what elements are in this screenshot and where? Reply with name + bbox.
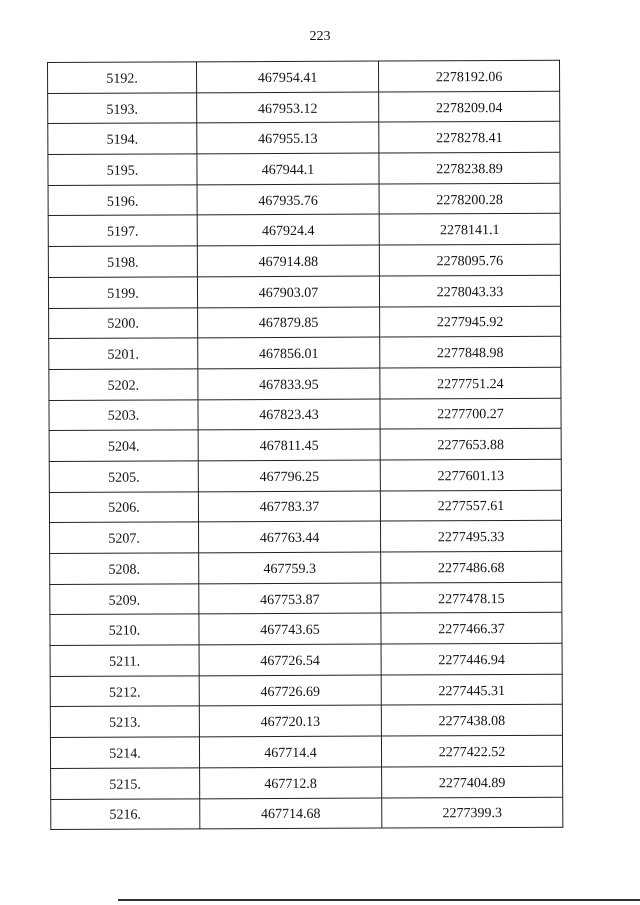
point-number-cell (49, 399, 198, 430)
x-coordinate-cell-text: 467743.65 (260, 623, 320, 639)
x-coordinate-cell (197, 153, 379, 184)
x-coordinate-cell-text: 467944.1 (261, 162, 315, 178)
x-coordinate-cell (199, 521, 381, 552)
point-number-cell-text: 5216. (109, 807, 142, 824)
x-coordinate-cell-text: 467753.87 (260, 592, 320, 608)
coordinate-table-container (47, 60, 562, 830)
y-coordinate-cell (382, 797, 563, 828)
y-coordinate-cell (381, 551, 562, 582)
x-coordinate-cell-text: 467712.8 (264, 776, 317, 792)
point-number-cell (49, 338, 198, 369)
point-number-cell-text: 5192. (106, 71, 138, 87)
x-coordinate-cell (200, 798, 382, 829)
y-coordinate-cell-text: 2277486.68 (437, 560, 505, 577)
x-coordinate-cell-text: 467953.12 (257, 101, 318, 117)
table-row (48, 275, 560, 308)
y-coordinate-cell (379, 275, 560, 306)
x-coordinate-cell-text: 467833.95 (259, 377, 319, 393)
y-coordinate-cell (381, 521, 562, 552)
y-coordinate-cell (379, 122, 560, 153)
x-coordinate-cell (197, 214, 379, 245)
y-coordinate-cell-text: 2277751.24 (437, 376, 504, 393)
point-number-cell (48, 93, 197, 124)
y-coordinate-cell-text: 2277700.27 (437, 407, 504, 423)
table-row (49, 429, 561, 462)
point-number-cell-text: 5207. (108, 531, 140, 547)
point-number-cell (49, 461, 198, 492)
point-number-cell (48, 246, 197, 277)
point-number-cell-text: 5213. (109, 715, 141, 732)
point-number-cell (50, 553, 199, 584)
table-row (50, 674, 562, 707)
scan-edge-line (118, 899, 640, 901)
x-coordinate-cell (199, 644, 381, 675)
y-coordinate-cell-text: 2277445.31 (438, 683, 506, 699)
table-row (51, 797, 563, 830)
y-coordinate-cell-text: 2277601.13 (437, 468, 505, 485)
table-row (49, 490, 561, 523)
table-row (50, 551, 562, 584)
table-row (50, 643, 562, 676)
point-number-cell-text: 5194. (106, 132, 139, 148)
point-number-cell (48, 62, 197, 93)
table-row (49, 398, 561, 431)
y-coordinate-cell-text: 2278192.06 (435, 69, 503, 86)
y-coordinate-cell-text: 2278278.41 (436, 131, 503, 147)
point-number-cell (48, 277, 197, 308)
y-coordinate-cell-text: 2277438.08 (438, 714, 506, 730)
point-number-cell-text: 5203. (107, 409, 140, 425)
point-number-cell (50, 522, 199, 553)
y-coordinate-cell (381, 705, 562, 736)
point-number-cell (48, 185, 197, 216)
table-row (50, 735, 562, 768)
table-row (50, 705, 562, 738)
point-number-cell (51, 798, 200, 829)
x-coordinate-cell (198, 307, 380, 338)
x-coordinate-cell (197, 122, 379, 153)
point-number-cell-text: 5206. (108, 501, 140, 517)
y-coordinate-cell (379, 91, 560, 122)
point-number-cell (50, 676, 199, 707)
y-coordinate-cell (380, 429, 561, 460)
coordinate-table-body (48, 60, 563, 829)
x-coordinate-cell-text: 467903.07 (258, 285, 319, 301)
point-number-cell-text: 5214. (109, 746, 141, 762)
point-number-cell-text: 5202. (107, 378, 140, 394)
table-row (48, 152, 560, 185)
y-coordinate-cell (380, 367, 561, 398)
y-coordinate-cell (379, 244, 560, 275)
point-number-cell-text: 5209. (108, 593, 141, 609)
y-coordinate-cell (381, 674, 562, 705)
y-coordinate-cell (382, 766, 563, 797)
x-coordinate-cell (199, 736, 381, 767)
point-number-cell (48, 123, 197, 154)
page-number: 223 (309, 29, 331, 44)
table-row (51, 766, 563, 799)
point-number-cell (49, 491, 198, 522)
x-coordinate-cell (198, 368, 380, 399)
y-coordinate-cell-text: 2278200.28 (436, 192, 503, 208)
y-coordinate-cell-text: 2278095.76 (436, 253, 504, 270)
point-number-cell (49, 430, 198, 461)
y-coordinate-cell-text: 2278209.04 (435, 100, 503, 116)
point-number-cell (51, 768, 200, 799)
table-row (48, 122, 560, 155)
x-coordinate-cell-text: 467935.76 (258, 193, 318, 209)
x-coordinate-cell (199, 705, 381, 736)
x-coordinate-cell (197, 61, 379, 92)
point-number-cell-text: 5200. (107, 316, 139, 333)
point-number-cell (48, 215, 197, 246)
x-coordinate-cell (197, 245, 379, 276)
point-number-cell-text: 5198. (107, 255, 139, 271)
y-coordinate-cell-text: 2277399.3 (442, 806, 503, 822)
x-coordinate-cell (197, 92, 379, 123)
x-coordinate-cell-text: 467924.4 (261, 224, 315, 240)
y-coordinate-cell (379, 183, 560, 214)
table-row (49, 367, 561, 400)
point-number-cell-text: 5199. (107, 286, 139, 302)
x-coordinate-cell-text: 467720.13 (260, 715, 321, 731)
y-coordinate-cell-text: 2277495.33 (437, 530, 505, 546)
y-coordinate-cell-text: 2277446.94 (438, 652, 505, 669)
point-number-cell (50, 737, 199, 768)
x-coordinate-cell-text: 467714.4 (264, 745, 317, 762)
y-coordinate-cell (380, 398, 561, 429)
x-coordinate-cell (198, 429, 380, 460)
x-coordinate-cell-text: 467714.68 (261, 807, 321, 823)
y-coordinate-cell (380, 336, 561, 367)
x-coordinate-cell (198, 337, 380, 368)
point-number-cell (50, 614, 199, 645)
point-number-cell-text: 5211. (109, 654, 141, 670)
x-coordinate-cell-text: 467763.44 (259, 530, 320, 547)
x-coordinate-cell-text: 467823.43 (259, 408, 319, 424)
x-coordinate-cell (197, 276, 379, 307)
point-number-cell-text: 5193. (106, 102, 138, 118)
y-coordinate-cell-text: 2278238.89 (436, 161, 503, 178)
table-row (49, 459, 561, 492)
point-number-cell-text: 5195. (106, 163, 139, 179)
y-coordinate-cell (378, 60, 559, 91)
y-coordinate-cell (380, 459, 561, 490)
table-row (48, 60, 560, 93)
point-number-cell (48, 154, 197, 185)
table-row (48, 214, 560, 247)
y-coordinate-cell-text: 2278043.33 (436, 284, 504, 300)
point-number-cell (50, 584, 199, 615)
y-coordinate-cell-text: 2277404.89 (438, 775, 506, 791)
y-coordinate-cell (380, 306, 561, 337)
y-coordinate-cell-text: 2277945.92 (436, 315, 504, 331)
y-coordinate-cell (381, 613, 562, 644)
x-coordinate-cell-text: 467954.41 (257, 70, 318, 86)
y-coordinate-cell (380, 490, 561, 521)
point-number-cell-text: 5196. (106, 194, 139, 210)
point-number-cell-text: 5210. (108, 623, 141, 639)
x-coordinate-cell-text: 467759.3 (263, 561, 316, 577)
table-row (49, 306, 561, 339)
y-coordinate-cell-text: 2278141.1 (439, 223, 500, 239)
point-number-cell-text: 5197. (106, 224, 139, 241)
point-number-cell (49, 307, 198, 338)
x-coordinate-cell (198, 460, 380, 491)
x-coordinate-cell (199, 675, 381, 706)
y-coordinate-cell (379, 214, 560, 245)
point-number-cell (50, 706, 199, 737)
y-coordinate-cell-text: 2277466.37 (438, 622, 505, 638)
x-coordinate-cell (198, 399, 380, 430)
x-coordinate-cell-text: 467856.01 (258, 346, 319, 363)
y-coordinate-cell-text: 2277478.15 (438, 591, 505, 607)
table-row (48, 244, 560, 277)
x-coordinate-cell-text: 467726.54 (260, 653, 320, 669)
point-number-cell-text: 5204. (107, 439, 140, 455)
table-row (50, 521, 562, 554)
point-number-cell-text: 5201. (107, 347, 140, 363)
table-row (50, 613, 562, 646)
table-row (50, 582, 562, 615)
point-number-cell-text: 5205. (108, 470, 140, 486)
x-coordinate-cell-text: 467879.85 (258, 316, 319, 332)
x-coordinate-cell-text: 467914.88 (258, 254, 319, 271)
x-coordinate-cell (199, 583, 381, 614)
coordinate-table (47, 60, 563, 830)
x-coordinate-cell (198, 491, 380, 522)
x-coordinate-cell (199, 552, 381, 583)
x-coordinate-cell (197, 184, 379, 215)
point-number-cell-text: 5215. (109, 777, 141, 793)
y-coordinate-cell-text: 2277557.61 (437, 499, 505, 515)
x-coordinate-cell-text: 467955.13 (258, 132, 318, 148)
y-coordinate-cell (381, 643, 562, 674)
x-coordinate-cell-text: 467783.37 (259, 500, 320, 516)
x-coordinate-cell-text: 467811.45 (259, 438, 319, 455)
point-number-cell (49, 369, 198, 400)
y-coordinate-cell (381, 582, 562, 613)
y-coordinate-cell-text: 2277422.52 (438, 744, 506, 761)
y-coordinate-cell (381, 735, 562, 766)
table-row (48, 91, 560, 124)
point-number-cell-text: 5212. (108, 685, 141, 701)
point-number-cell (50, 645, 199, 676)
x-coordinate-cell-text: 467796.25 (259, 469, 320, 485)
table-row (48, 183, 560, 216)
x-coordinate-cell-text: 467726.69 (260, 684, 321, 700)
y-coordinate-cell-text: 2277848.98 (436, 346, 504, 362)
table-row (49, 336, 561, 369)
y-coordinate-cell (379, 152, 560, 183)
point-number-cell-text: 5208. (108, 562, 140, 578)
x-coordinate-cell (200, 767, 382, 798)
x-coordinate-cell (199, 613, 381, 644)
y-coordinate-cell-text: 2277653.88 (437, 438, 504, 454)
